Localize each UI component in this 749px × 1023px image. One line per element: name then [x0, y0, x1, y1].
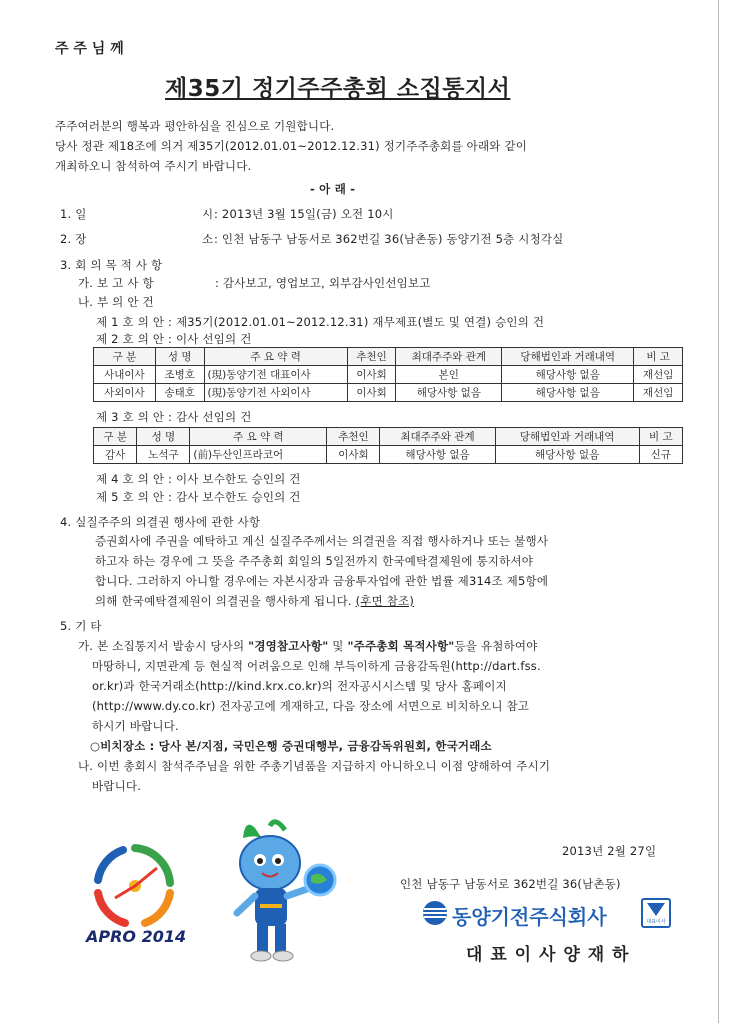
greeting: 주 주 님 께	[55, 41, 124, 57]
cell: 본인	[396, 366, 502, 384]
cell: 이사회	[327, 446, 380, 464]
document-title: 제35기 정기주주총회 소집통지서	[165, 76, 511, 102]
cell: (現)동양기전 사외이사	[204, 384, 347, 402]
table-row	[94, 446, 683, 464]
cell: 감사	[94, 446, 137, 464]
cell: 노석구	[137, 446, 190, 464]
col-header: 구 분	[94, 428, 137, 446]
cell: 해당사항 없음	[502, 366, 634, 384]
auditor-table	[93, 427, 683, 464]
table-row	[94, 384, 683, 402]
directors-table	[93, 347, 683, 402]
report-label: 가. 보 고 사 항	[78, 276, 154, 290]
cell: 재선임	[634, 366, 683, 384]
cell: 신규	[639, 446, 682, 464]
item5-a-line-3: (http://www.dy.co.kr) 전자공고에 게재하고, 다음 장소에 서면으로 비치하오니 참고	[92, 699, 530, 713]
company-address: 인천 남동구 남동서로 362번길 36(남촌동)	[400, 877, 621, 891]
agenda-2: 제 2 호 의 안 : 이사 선임의 건	[96, 332, 252, 346]
col-header: 최대주주와 관계	[380, 428, 495, 446]
agenda-1: 제 1 호 의 안 : 제35기(2012.01.01~2012.12.31) 재무제표(별도 및 연결) 승인의 건	[96, 315, 545, 329]
seal-text: 대표이사	[646, 919, 666, 925]
agenda-3: 제 3 호 의 안 : 감사 선임의 건	[96, 410, 252, 424]
col-header: 추천인	[327, 428, 380, 446]
cell: 해당사항 없음	[495, 446, 639, 464]
col-header: 비 고	[634, 348, 683, 366]
cell: 해당사항 없음	[380, 446, 495, 464]
col-header: 최대주주와 관계	[396, 348, 502, 366]
table-header-row	[94, 428, 683, 446]
item5-a-first-line	[78, 638, 538, 654]
table-row	[94, 366, 683, 384]
cell: 이사회	[347, 366, 396, 384]
cell: (現)동양기전 대표이사	[204, 366, 347, 384]
item5-label: 5. 기 타	[60, 619, 102, 633]
cell: 이사회	[347, 384, 396, 402]
intro-line-1: 주주여러분의 행복과 평안하심을 진심으로 기원합니다.	[55, 119, 335, 133]
ceo-name: 대 표 이 사 양 재 하	[466, 945, 630, 965]
cell: 해당사항 없음	[502, 384, 634, 402]
item2-mid: 소	[202, 232, 214, 246]
item1-value: : 2013년 3월 15일(금) 오전 10시	[214, 207, 394, 221]
table-header-row	[94, 348, 683, 366]
item5-place: ○비치장소 : 당사 본/지점, 국민은행 증권대행부, 금융감독위원회, 한국거래소	[90, 739, 492, 753]
item5-a-line-1: 마땅하니, 지면관계 등 현실적 어려움으로 인해 부득이하게 금융감독원(http://dart.fss.	[92, 659, 541, 673]
item2-label: 2. 장	[60, 232, 87, 246]
item2-value: : 인천 남동구 남동서로 362번길 36(남촌동) 동양기전 5층 시청각실	[214, 232, 564, 246]
apro-logo-text: APRO 2014	[86, 927, 187, 946]
col-header: 구 분	[94, 348, 156, 366]
item5-a-bold2: "주주총회 목적사항"	[347, 639, 455, 653]
dongyang-logo-mark	[420, 900, 450, 926]
cell: (前)두산인프라코어	[190, 446, 327, 464]
col-header: 주 요 약 력	[190, 428, 327, 446]
col-header: 비 고	[639, 428, 682, 446]
cell: 사내이사	[94, 366, 156, 384]
item4-line-3: 합니다. 그러하지 아니할 경우에는 자본시장과 금융투자업에 관한 법률 제314조 제5항에	[95, 574, 549, 588]
item4-line-2: 하고자 하는 경우에 그 뜻을 주주총회 회일의 5일전까지 한국예탁결제원에 통지하셔야	[95, 554, 534, 568]
col-header: 성 명	[155, 348, 204, 366]
item5-a-line-2: or.kr)과 한국거래소(http://kind.krx.co.kr)의 전자공시시스템 및 당사 홈페이지	[92, 679, 507, 693]
cell: 송태호	[155, 384, 204, 402]
item5-a-mid: 및	[328, 639, 348, 653]
report-value: : 감사보고, 영업보고, 외부감사인선임보고	[215, 276, 431, 290]
col-header: 당해법인과 거래내역	[495, 428, 639, 446]
resolution-label: 나. 부 의 안 건	[78, 295, 154, 309]
item1-label: 1. 일	[60, 207, 87, 221]
item5-b-line-2: 바랍니다.	[92, 779, 142, 793]
agenda-4: 제 4 호 의 안 : 이사 보수한도 승인의 건	[96, 472, 301, 486]
intro-line-3: 개최하오니 참석하여 주시기 바랍니다.	[55, 159, 252, 173]
item4-label: 4. 실질주주의 의결권 행사에 관한 사항	[60, 515, 261, 529]
item3-label: 3. 회 의 목 적 사 항	[60, 258, 163, 272]
item1-mid: 시	[202, 207, 214, 221]
cell: 재선임	[634, 384, 683, 402]
company-name: 동양기전주식회사	[452, 905, 607, 929]
col-header: 추천인	[347, 348, 396, 366]
issue-date: 2013년 2월 27일	[562, 844, 657, 858]
item5-a-bold1: "경영참고사항"	[248, 639, 329, 653]
cell: 사외이사	[94, 384, 156, 402]
corporate-seal	[641, 898, 671, 928]
col-header: 당해법인과 거래내역	[502, 348, 634, 366]
scan-edge	[718, 0, 719, 1023]
agenda-5: 제 5 호 의 안 : 감사 보수한도 승인의 건	[96, 490, 301, 504]
cell: 해당사항 없음	[396, 384, 502, 402]
item4-line-1: 증권회사에 주권을 예탁하고 계신 실질주주께서는 의결권을 직접 행사하거나 또는 불행사	[95, 534, 549, 548]
item4-note: (후면 참조)	[355, 594, 415, 608]
item5-a-post: 등을 유첨하여야	[454, 639, 538, 653]
item5-b-line-1: 나. 이번 총회시 참석주주님을 위한 주총기념품을 지급하지 아니하오니 이점 양해하여 주시기	[78, 759, 551, 773]
intro-line-2: 당사 정관 제18조에 의거 제35기(2012.01.01~2012.12.31) 정기주주총회를 아래와 같이	[55, 139, 528, 153]
cell: 조병호	[155, 366, 204, 384]
col-header: 성 명	[137, 428, 190, 446]
mascot-figure	[215, 818, 340, 968]
item5-a-pre: 가. 본 소집통지서 발송시 당사의	[78, 639, 249, 653]
below-heading: - 아 래 -	[310, 182, 356, 196]
item4-line-4: 의해 한국예탁결제원이 의결권을 행사하게 됩니다.	[95, 594, 352, 608]
item5-a-line-4: 하시기 바랍니다.	[92, 719, 179, 733]
col-header: 주 요 약 력	[204, 348, 347, 366]
